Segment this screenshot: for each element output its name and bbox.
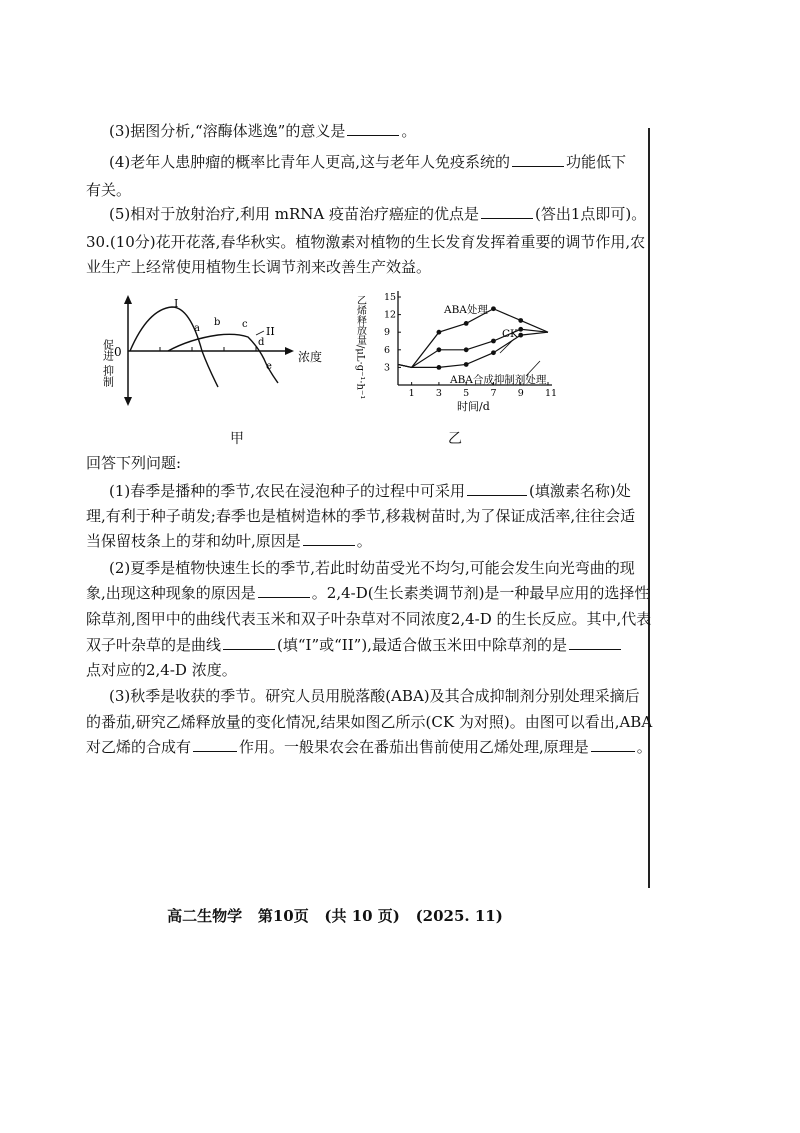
answer-prompt: 回答下列问题: xyxy=(86,454,182,472)
answer-blank[interactable] xyxy=(223,635,275,650)
series-label-aba: ABA处理 xyxy=(444,304,488,316)
q29-line4-cont: 有关。 xyxy=(86,181,132,199)
answer-blank[interactable] xyxy=(569,635,621,650)
q30-p2-line2 xyxy=(86,583,649,603)
caption-yi: 乙 xyxy=(448,431,462,447)
x-arrow xyxy=(285,347,294,355)
q30-p1-line2: 理,有利于种子萌发;春季也是植树造林的季节,移栽树苗时,为了保证成活率,往往会适 xyxy=(86,507,636,525)
answer-blank[interactable] xyxy=(467,481,527,496)
figure-jia xyxy=(101,295,338,407)
text: 双子叶杂草的是曲线 xyxy=(86,636,222,654)
q30-p3-line3 xyxy=(86,737,652,757)
text: 作用。一般果农会在番茄出售前使用乙烯处理,原理是 xyxy=(239,738,589,756)
answer-blank[interactable] xyxy=(303,531,355,546)
x-label: 浓度 xyxy=(298,350,323,364)
point-c: c xyxy=(242,319,248,330)
text: 。2,4-D(生长素类调节剂)是一种最早应用的选择性 xyxy=(311,584,650,602)
text: (填激素名称)处 xyxy=(529,482,631,500)
text: (1)春季是播种的季节,农民在浸泡种子的过程中可采用 xyxy=(109,482,466,500)
answer-blank[interactable] xyxy=(258,583,310,598)
answer-blank[interactable] xyxy=(193,737,237,752)
q30-p2-line5: 点对应的2,4-D 浓度。 xyxy=(86,661,237,679)
text: 。 xyxy=(356,532,372,550)
text: (4)老年人患肿瘤的概率比青年人更高,这与老年人免疫系统的 xyxy=(109,153,511,171)
y-arrow-down xyxy=(124,397,132,406)
q30-intro-2: 业生产上经常使用植物生长调节剂来改善生产效益。 xyxy=(86,258,432,276)
page-footer xyxy=(0,905,670,926)
q30-p1-line3 xyxy=(86,531,372,551)
series-point-0 xyxy=(464,321,469,326)
answer-blank[interactable] xyxy=(481,204,533,219)
text: (3)据图分析,“溶酶体逃逸”的意义是 xyxy=(109,122,346,140)
series-point-0 xyxy=(437,330,442,335)
y-zero: 0 xyxy=(114,345,122,359)
answer-blank[interactable] xyxy=(347,121,399,136)
x-tick-label: 1 xyxy=(408,388,415,399)
text: (答出1点即可)。 xyxy=(535,205,647,223)
caption-jia: 甲 xyxy=(230,431,244,447)
x-tick-label: 11 xyxy=(545,388,558,399)
margin-rule xyxy=(648,128,650,888)
y-axis-label: 乙烯释放量/μL·g⁻¹·h⁻¹ xyxy=(354,295,366,400)
q30-p1-line1 xyxy=(109,481,631,501)
y-tick-label: 6 xyxy=(384,344,391,356)
y-label-promote: 促进 xyxy=(101,339,115,361)
footer-total: (共 10 页) xyxy=(324,907,400,925)
q30-p2-line3: 除草剂,图甲中的曲线代表玉米和双子叶杂草对不同浓度2,4-D 的生长反应。其中,代表 xyxy=(86,610,652,628)
series-label-ck: CK xyxy=(502,328,518,340)
q30-p2-line4 xyxy=(86,635,623,655)
q30-p2-line1: (2)夏季是植物快速生长的季节,若此时幼苗受光不均匀,可能会发生向光弯曲的现 xyxy=(109,559,635,577)
series-label-inhibitor: ABA合成抑制剂处理 xyxy=(450,374,547,386)
series-line-0 xyxy=(398,309,548,368)
answer-blank[interactable] xyxy=(512,152,564,167)
answer-blank[interactable] xyxy=(591,737,635,752)
point-b: b xyxy=(214,317,221,328)
footer-date: (2025. 11) xyxy=(415,907,503,925)
text: 对乙烯的合成有 xyxy=(86,738,192,756)
footer-subject: 高二生物学 xyxy=(167,907,243,925)
text: 当保留枝条上的芽和幼叶,原因是 xyxy=(86,532,301,550)
series-point-1 xyxy=(464,347,469,352)
x-axis-label: 时间/d xyxy=(457,400,490,413)
y-tick-label: 15 xyxy=(384,292,397,303)
series-point-0 xyxy=(518,318,523,323)
text: 。 xyxy=(636,738,652,756)
label-curve-II: II xyxy=(266,325,275,338)
q30-p3-line1: (3)秋季是收获的季节。研究人员用脱落酸(ABA)及其合成抑制剂分别处理采摘后 xyxy=(109,687,640,705)
y-label-inhibit: 抑制 xyxy=(101,365,115,387)
series-point-1 xyxy=(491,339,496,344)
series-point-1 xyxy=(518,327,523,332)
curve-I xyxy=(130,307,221,387)
series-point-2 xyxy=(518,333,523,338)
y-tick-label: 9 xyxy=(384,327,391,339)
y-tick-label: 3 xyxy=(384,362,391,374)
footer-page: 第10页 xyxy=(257,907,309,925)
x-tick-label: 9 xyxy=(517,388,524,399)
point-e: e xyxy=(266,361,272,372)
series-point-2 xyxy=(464,362,469,367)
x-tick-label: 7 xyxy=(490,388,497,399)
q29-line5 xyxy=(109,204,646,224)
series-point-1 xyxy=(437,347,442,352)
y-tick-label: 12 xyxy=(384,309,397,321)
x-tick-label: 5 xyxy=(463,388,470,399)
series-point-0 xyxy=(491,306,496,311)
x-tick-label: 3 xyxy=(435,388,442,399)
point-a: a xyxy=(194,323,200,334)
q29-line3 xyxy=(109,121,416,141)
text: (5)相对于放射治疗,利用 mRNA 疫苗治疗癌症的优点是 xyxy=(109,205,480,223)
series-point-2 xyxy=(437,365,442,370)
figure-yi-chart xyxy=(352,285,587,415)
text: 功能低下 xyxy=(566,153,627,171)
label-curve-I: I xyxy=(174,297,179,310)
q29-line4 xyxy=(109,152,626,172)
q30-p3-line2: 的番茄,研究乙烯释放量的变化情况,结果如图乙所示(CK 为对照)。由图可以看出,ABA xyxy=(86,713,653,731)
text: 象,出现这种现象的原因是 xyxy=(86,584,256,602)
y-arrow-up xyxy=(124,295,132,304)
point-d: d xyxy=(258,337,265,348)
series-point-2 xyxy=(491,350,496,355)
text: (填“I”或“II”),最适合做玉米田中除草剂的是 xyxy=(277,636,567,654)
text: 。 xyxy=(401,122,417,140)
q30-intro-1: 30.(10分)花开花落,春华秋实。植物激素对植物的生长发育发挥着重要的调节作用,农 xyxy=(86,233,646,251)
